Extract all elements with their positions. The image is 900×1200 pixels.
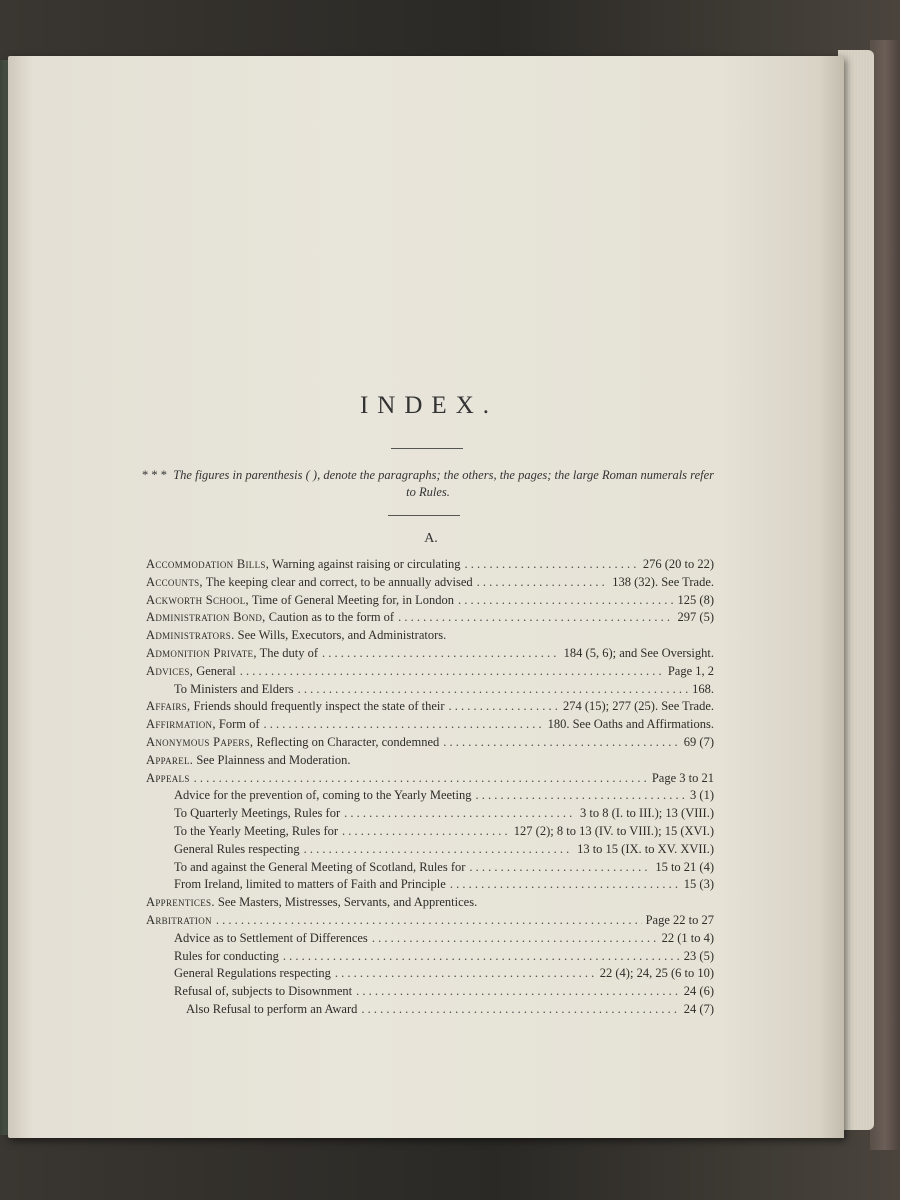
entry-description: Caution as to the form of <box>265 610 395 625</box>
index-entry <box>146 645 714 663</box>
index-entry <box>146 823 714 841</box>
entry-text <box>174 805 340 823</box>
entry-heading: Advices, <box>146 663 194 678</box>
index-entry <box>146 983 714 1001</box>
index-entry <box>146 663 714 681</box>
entry-heading: Anonymous Papers, <box>146 734 254 749</box>
index-entry <box>146 574 714 592</box>
entry-description: Warning against raising or circulating <box>269 557 461 571</box>
entry-reference: 276 (20 to 22) <box>642 557 714 571</box>
entry-reference: 22 (1 to 4) <box>661 930 714 945</box>
divider-rule <box>391 448 463 449</box>
entry-text <box>174 859 465 877</box>
index-entry <box>146 556 714 574</box>
index-entry <box>146 681 714 699</box>
entry-text <box>146 894 477 912</box>
index-entry <box>146 841 714 859</box>
dot-leader <box>469 859 651 877</box>
entry-reference: 3 (1) <box>690 788 714 803</box>
index-entry <box>146 716 714 734</box>
index-entry <box>146 752 714 770</box>
entry-description: To the Yearly Meeting, Rules for <box>174 823 339 838</box>
entry-reference: 3 to 8 (I. to III.); 13 (VIII.) <box>580 806 714 821</box>
dot-leader <box>283 948 680 966</box>
entry-reference: 13 to 15 (IX. to XV. XVII.) <box>577 841 714 856</box>
dot-leader <box>465 556 639 574</box>
entry-description: Refusal of, subjects to Disownment <box>174 984 353 999</box>
entry-text <box>174 823 338 841</box>
index-entry <box>146 698 714 716</box>
dot-leader <box>298 681 689 699</box>
entry-text <box>146 592 454 610</box>
dot-leader <box>443 734 680 752</box>
entry-description: To Ministers and Elders <box>174 681 294 696</box>
entry-reference: 15 (3) <box>683 877 714 892</box>
entry-reference: 24 (7) <box>683 1001 714 1016</box>
entry-reference: Page 22 to 27 <box>645 912 714 927</box>
entry-description: Advice as to Settlement of Differences <box>174 930 368 945</box>
entry-text <box>174 841 300 859</box>
entry-description: From Ireland, limited to matters of Faith and Principle <box>174 877 446 892</box>
entry-heading: Ackworth School, <box>146 592 249 607</box>
entry-description: To and against the General Meeting of Scotland, Rules for <box>174 859 466 874</box>
entry-heading: Admonition Private, <box>146 645 257 660</box>
dot-leader <box>216 912 642 930</box>
entry-description: Also Refusal to perform an Award <box>186 1001 358 1016</box>
section-letter: A. <box>424 531 438 546</box>
index-entry <box>146 609 714 627</box>
entry-description: General Rules respecting <box>174 841 300 856</box>
index-entry <box>146 876 714 894</box>
entry-text <box>146 574 473 592</box>
entry-description: See Masters, Mistresses, Servants, and Apprentices. <box>214 895 478 910</box>
dot-leader <box>322 645 560 663</box>
entry-heading: Accounts, <box>146 574 203 589</box>
entry-text <box>174 787 472 805</box>
entry-heading: Affirmation, <box>146 717 216 732</box>
dot-leader <box>304 841 573 859</box>
index-entry <box>146 1001 714 1019</box>
dot-leader <box>398 609 673 627</box>
dot-leader <box>449 698 559 716</box>
dot-leader <box>458 592 674 610</box>
entry-reference: 274 (15); 277 (25). See Trade. <box>562 699 714 714</box>
entry-text <box>174 965 331 983</box>
entry-description: The duty of <box>256 645 318 660</box>
dot-leader <box>477 574 609 592</box>
page-title: INDEX. <box>359 392 498 419</box>
entry-reference: 23 (5) <box>683 948 714 963</box>
entry-description: See Plainness and Moderation. <box>193 752 351 767</box>
dot-leader <box>476 787 687 805</box>
entry-text <box>146 627 446 645</box>
index-entry <box>146 627 714 645</box>
entry-description: The keeping clear and correct, to be annually advised <box>202 574 473 589</box>
entry-reference: 22 (4); 24, 25 (6 to 10) <box>599 966 714 981</box>
index-entry <box>146 787 714 805</box>
dot-leader <box>356 983 680 1001</box>
entry-heading: Affairs, <box>146 699 191 714</box>
entry-text <box>174 930 368 948</box>
entry-heading: Administration Bond, <box>146 610 266 625</box>
index-entry <box>146 859 714 877</box>
entry-text <box>146 716 260 734</box>
entry-text <box>174 948 279 966</box>
entry-text <box>146 609 394 627</box>
entry-heading: Accommodation Bills, <box>146 557 270 571</box>
dot-leader <box>344 805 576 823</box>
entry-text <box>146 556 461 574</box>
index-entry <box>146 805 714 823</box>
dot-leader <box>264 716 544 734</box>
dot-leader <box>342 823 510 841</box>
entry-reference: 69 (7) <box>683 734 714 749</box>
entry-description: Form of <box>215 717 260 732</box>
index-entry <box>146 592 714 610</box>
entry-text <box>146 912 212 930</box>
note-text: The figures in parenthesis ( ), denote the paragraphs; the others, the pages; the large Roman numerals refer to Rules. <box>173 468 715 499</box>
dot-leader <box>194 770 648 788</box>
entry-reference: 184 (5, 6); and See Oversight. <box>563 645 714 660</box>
cover-edge <box>870 40 900 1150</box>
dot-leader <box>361 1001 679 1019</box>
entry-description: General <box>193 663 236 678</box>
dot-leader <box>450 876 680 894</box>
divider-rule <box>388 515 460 516</box>
entry-description: Advice for the prevention of, coming to the Yearly Meeting <box>174 788 472 803</box>
entry-reference: Page 1, 2 <box>667 663 714 678</box>
index-entry <box>146 948 714 966</box>
entry-reference: 180. See Oaths and Affirmations. <box>547 717 714 732</box>
entry-heading: Apparel. <box>146 752 194 767</box>
entry-text <box>146 770 190 788</box>
entry-description: To Quarterly Meetings, Rules for <box>174 806 341 821</box>
entry-text <box>174 876 446 894</box>
entry-description: See Wills, Executors, and Administrators. <box>234 628 447 643</box>
entry-description: General Regulations respecting <box>174 966 331 981</box>
dot-leader <box>372 930 658 948</box>
entry-text <box>146 752 351 770</box>
entry-description: Friends should frequently inspect the state of their <box>190 699 445 714</box>
entry-text <box>174 983 352 1001</box>
index-entries <box>146 556 714 1019</box>
index-entry <box>146 912 714 930</box>
entry-description: Time of General Meeting for, in London <box>248 592 455 607</box>
entry-reference: Page 3 to 21 <box>651 770 714 785</box>
entry-description: Rules for conducting <box>174 948 279 963</box>
entry-heading: Arbitration <box>146 912 212 927</box>
entry-heading: Appeals <box>146 770 190 785</box>
dot-leader <box>335 965 596 983</box>
index-entry <box>146 930 714 948</box>
entry-text <box>174 681 294 699</box>
entry-text <box>186 1001 357 1019</box>
entry-reference: 138 (32). See Trade. <box>612 574 714 589</box>
entry-reference: 127 (2); 8 to 13 (IV. to VIII.); 15 (XVI.) <box>513 823 714 838</box>
index-entry <box>146 770 714 788</box>
entry-reference: 24 (6) <box>683 984 714 999</box>
entry-heading: Apprentices. <box>146 895 215 910</box>
entry-reference: 297 (5) <box>677 610 714 625</box>
index-entry <box>146 894 714 912</box>
entry-text <box>146 698 445 716</box>
index-entry <box>146 965 714 983</box>
entry-reference: 15 to 21 (4) <box>655 859 714 874</box>
index-entry <box>146 734 714 752</box>
entry-text <box>146 663 236 681</box>
entry-reference: 168. <box>692 681 714 696</box>
entry-reference: 125 (8) <box>677 592 714 607</box>
dot-leader <box>240 663 664 681</box>
book-page <box>8 56 844 1138</box>
index-note <box>138 467 718 501</box>
entry-heading: Administrators. <box>146 628 235 643</box>
note-marker: * * * <box>141 468 167 482</box>
entry-description: Reflecting on Character, condemned <box>253 734 440 749</box>
entry-text <box>146 734 439 752</box>
entry-text <box>146 645 318 663</box>
